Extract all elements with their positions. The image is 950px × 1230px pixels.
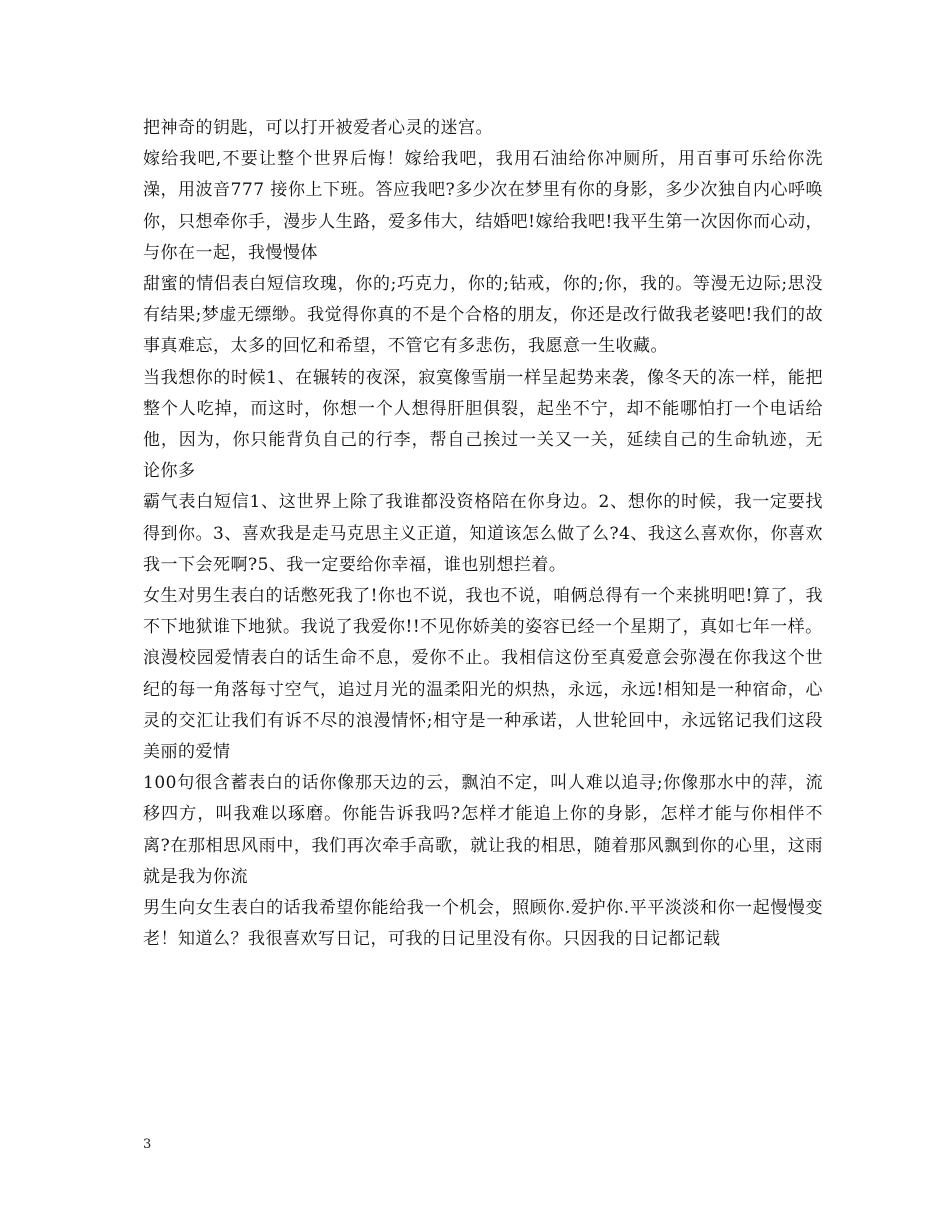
paragraph: 浪漫校园爱情表白的话生命不息，爱你不止。我相信这份至真爱意会弥漫在你我这个世纪的每一角落每寸空气，追过月光的温柔阳光的炽热，永远，永远!相知是一种宿命，心灵的交汇让我们有诉不尽的浪漫情怀;相守是一种承诺，人世轮回中，永远铭记我们这段美丽的爱情	[143, 648, 823, 763]
paragraph: 当我想你的时候1、在辗转的夜深，寂寞像雪崩一样呈起势来袭，像冬天的冻一样，能把整个人吃掉，而这时，你想一个人想得肝胆俱裂，起坐不宁，却不能哪怕打一个电话给他，因为，你只能背负自己的行李，帮自己挨过一关又一关，延续自己的生命轨迹，无论你多	[143, 367, 823, 482]
paragraph: 霸气表白短信1、这世界上除了我谁都没资格陪在你身边。2、想你的时候，我一定要找得到你。3、喜欢我是走马克思主义正道，知道该怎么做了么?4、我这么喜欢你，你喜欢我一下会死啊?5、我一定要给你幸福，谁也别想拦着。	[143, 492, 823, 575]
paragraph: 嫁给我吧,不要让整个世界后悔！嫁给我吧，我用石油给你冲厕所，用百事可乐给你洗澡，用波音777 接你上下班。答应我吧?多少次在梦里有你的身影，多少次独自内心呼唤你，只想牵你手，漫步人生路，爱多伟大，结婚吧!嫁给我吧!我平生第一次因你而心动，与你在一起，我慢慢体	[143, 149, 823, 263]
paragraph: 甜蜜的情侣表白短信玫瑰，你的;巧克力，你的;钻戒，你的;你，我的。等漫无边际;思没有结果;梦虚无缥缈。我觉得你真的不是个合格的朋友，你还是改行做我老婆吧!我们的故事真难忘，太多的回忆和希望，不管它有多悲伤，我愿意一生收藏。	[143, 274, 823, 357]
document-body	[143, 113, 823, 955]
paragraph: 把神奇的钥匙，可以打开被爱者心灵的迷宫。	[143, 118, 493, 138]
paragraph: 100句很含蓄表白的话你像那天边的云，飘泊不定，叫人难以追寻;你像那水中的萍，流移四方，叫我难以琢磨。你能告诉我吗?怎样才能追上你的身影，怎样才能与你相伴不离?在那相思风雨中，我们再次牵手高歌，就让我的相思，随着那风飘到你的心里，这雨就是我为你流	[143, 773, 823, 887]
page-number: 3	[143, 1137, 152, 1152]
paragraph: 女生对男生表白的话憋死我了!你也不说，我也不说，咱俩总得有一个来挑明吧!算了，我不下地狱谁下地狱。我说了我爱你!!不见你娇美的姿容已经一个星期了，真如七年一样。	[143, 586, 823, 638]
paragraph: 男生向女生表白的话我希望你能给我一个机会，照顾你.爱护你.平平淡淡和你一起慢慢变老！知道么？我很喜欢写日记，可我的日记里没有你。只因我的日记都记载	[143, 898, 823, 950]
